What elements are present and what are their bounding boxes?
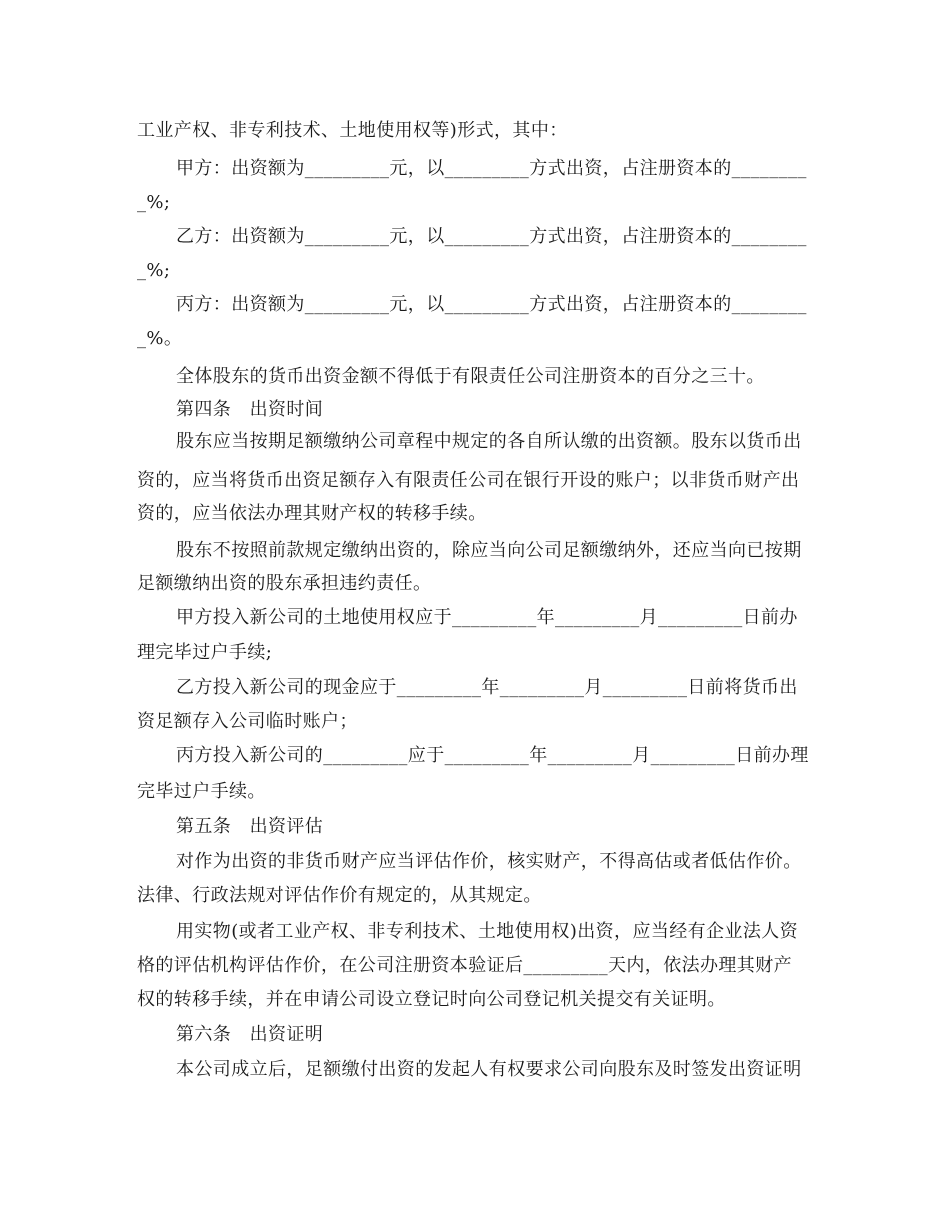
text-line: 甲方投入新公司的土地使用权应于_________年_________月_________日前办 — [176, 607, 798, 628]
text-line: 股东不按照前款规定缴纳出资的，除应当向公司足额缴纳外，还应当向已按期 — [176, 540, 802, 561]
text-line: 权的转移手续，并在申请公司设立登记时向公司登记机关提交有关证明。 — [137, 989, 726, 1010]
text-line: 股东应当按期足额缴纳公司章程中规定的各自所认缴的出资额。股东以货币出 — [176, 431, 802, 452]
text-line: 资的，应当依法办理其财产权的转移手续。 — [137, 503, 487, 524]
section-heading: 第五条 出资评估 — [176, 816, 324, 837]
text-line: _%。 — [137, 328, 183, 349]
text-line: 全体股东的货币出资金额不得低于有限责任公司注册资本的百分之三十。 — [176, 366, 765, 387]
text-line: _%; — [137, 192, 171, 213]
text-line: _%; — [137, 260, 171, 281]
text-line: 格的评估机构评估作价，在公司注册资本验证后_________天内，依法办理其财产 — [137, 955, 792, 976]
text-line: 对作为出资的非货币财产应当评估作价，核实财产，不得高估或者低估作价。 — [176, 851, 802, 872]
text-line: 资足额存入公司临时账户； — [137, 711, 358, 732]
text-line: 法律、行政法规对评估作价有规定的，从其规定。 — [137, 885, 542, 906]
section-heading: 第六条 出资证明 — [176, 1024, 324, 1045]
text-line: 用实物(或者工业产权、非专利技术、土地使用权)出资，应当经有企业法人资 — [176, 921, 799, 942]
text-line: 完毕过户手续。 — [137, 781, 266, 802]
section-heading: 第四条 出资时间 — [176, 399, 324, 420]
text-line: 资的，应当将货币出资足额存入有限责任公司在银行开设的账户；以非货币财产出 — [137, 470, 800, 491]
text-line: 丙方投入新公司的_________应于_________年_________月_________日前办理 — [176, 745, 809, 766]
text-line: 甲方：出资额为_________元，以_________方式出资，占注册资本的________ — [176, 158, 807, 179]
text-line: 工业产权、非专利技术、土地使用权等)形式，其中： — [137, 120, 568, 141]
text-line: 本公司成立后，足额缴付出资的发起人有权要求公司向股东及时签发出资证明 — [176, 1059, 802, 1080]
text-line: 理完毕过户手续; — [137, 642, 273, 663]
text-line: 足额缴纳出资的股东承担违约责任。 — [137, 573, 432, 594]
text-line: 乙方投入新公司的现金应于_________年_________月_________日前将货币出 — [176, 677, 798, 698]
text-line: 乙方：出资额为_________元，以_________方式出资，占注册资本的________ — [176, 226, 807, 247]
text-line: 丙方：出资额为_________元，以_________方式出资，占注册资本的________ — [176, 294, 807, 315]
